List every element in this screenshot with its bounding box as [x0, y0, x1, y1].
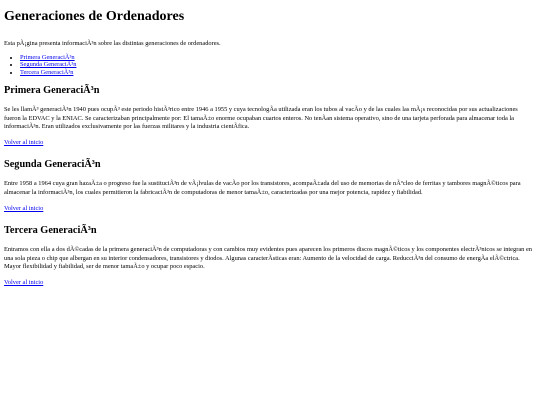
back-to-top-link[interactable]: Volver al inicio: [4, 205, 44, 213]
section-text-segunda: Entre 1958 a 1964 cuya gran hazaÃ±a o progreso fue la sustituciÃ³n de vÃ¡lvulas de vacÃo por los transistores, acompaÃ±ada del uso de memorias de nÃºcleo de ferritas y tambores magnÃ©ticos para almacenar la informaciÃ³n, los cuales permitieron la fabricaciÃ³n de computadoras de menor tamaÃ±o, caracterizadas por una mejor potencia, rapidez y fiabilidad.: [4, 180, 521, 196]
page-title: Generaciones de Ordenadores: [4, 9, 185, 24]
section-heading-primera: Primera GeneraciÃ³n: [4, 85, 100, 97]
section-text-primera: Se les llamÃ³ generaciÃ³n 1940 pues ocupÃ³ este periodo histÃ³rico entre 1946 a 1955 y cuya tecnologÃa utilizada eran los tubos al vacÃo y de las cuales las mÃ¡s reconocidas por sus actualizaciones fueron la EDVAC y la ENIAC. Se caracterizaban principalmente por: El tamaÃ±o enorme ocupaban cuartos enteros. No tenÃan sistema operativo, sino de una tarjeta perforada para almacenar toda la informaciÃ³n. Eran utilizados exclusivamente por las fuerzas militares y la industria cientÃfica.: [4, 106, 518, 131]
table-of-contents: [4, 54, 536, 76]
toc-link-tercera[interactable]: Tercera GeneraciÃ³n: [20, 68, 74, 76]
intro-text: Esta pÃ¡gina presenta informaciÃ³n sobre las distintas generaciones de ordenadores.: [4, 40, 221, 47]
toc-link-primera[interactable]: Primera GeneraciÃ³n: [20, 54, 75, 61]
toc-link-segunda[interactable]: Segunda GeneraciÃ³n: [20, 61, 77, 69]
section-text-tercera: Entramos con ella a dos dÃ©cadas de la primera generaciÃ³n de computadoras y con cambios muy evidentes pues aparecen los primeros discos magnÃ©ticos y los componentes electrÃ³nicos se integran en una sola pieza o chip que albergan en su interior condensadores, transistores y diodos. Algunas caracterÃsticas eran: Aumento de la velocidad de carga. ReducciÃ³n del consumo de energÃa elÃ©ctrica. Mayor flexibilidad y fiabilidad, ser de menor tamaÃ±o y ocupar poco espacio.: [4, 246, 533, 271]
toc-item: [20, 54, 536, 61]
toc-item: [20, 69, 536, 76]
back-to-top-link[interactable]: Volver al inicio: [4, 139, 44, 147]
section-heading-segunda: Segunda GeneraciÃ³n: [4, 159, 101, 171]
back-to-top-link[interactable]: Volver al inicio: [4, 279, 44, 287]
section-heading-tercera: Tercera GeneraciÃ³n: [4, 225, 97, 237]
toc-item: [20, 61, 536, 68]
